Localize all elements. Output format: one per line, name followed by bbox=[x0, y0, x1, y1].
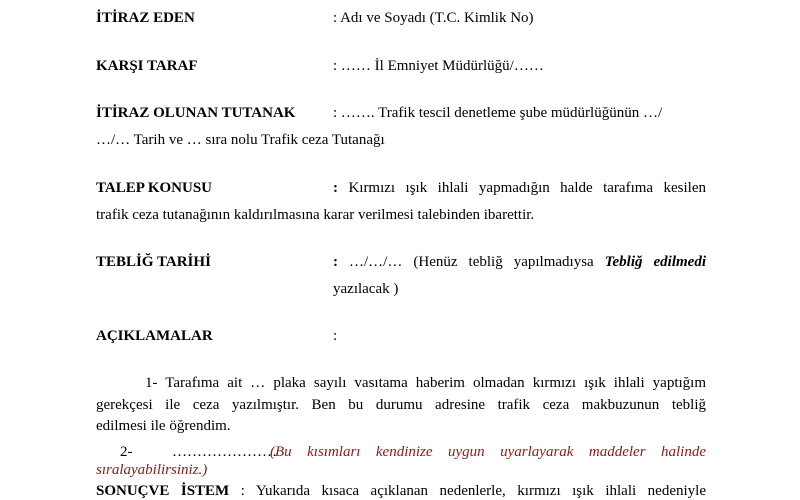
item-2-dots: ………………… bbox=[172, 444, 277, 460]
talep-value-line bbox=[333, 179, 706, 197]
aciklamalar-label: AÇIKLAMALAR bbox=[96, 328, 213, 344]
karsi-taraf-value: : …… İl Emniyet Müdürlüğü/…… bbox=[333, 58, 544, 74]
sonuc-label: SONUÇVE İSTEM bbox=[96, 483, 230, 499]
talep-value: Kırmızı ışık ihlali yapmadığın halde tarafıma kesilen bbox=[338, 180, 706, 196]
sonuc-text: : Yukarıda kısaca açıklanan nedenlerle, kırmızı ışık ihlali nedeniyle bbox=[229, 483, 706, 499]
item-2-note-cont: sıralayabilirsiniz.) bbox=[96, 462, 208, 478]
item-1-line-1: 1- Tarafıma ait … plaka sayılı vasıtama haberim olmadan kırmızı ışık ihlali yaptığım bbox=[145, 375, 706, 391]
talep-label: TALEP KONUSU bbox=[96, 180, 212, 196]
aciklamalar-colon: : bbox=[333, 328, 338, 344]
item-1-line-2: gerekçesi ile ceza yazılmıştır. Ben bu durumu adresine trafik ceza makbuzunun tebliğ bbox=[96, 397, 706, 413]
teblig-colon: : bbox=[333, 254, 338, 270]
talep-colon: : bbox=[333, 180, 338, 196]
talep-value-cont: trafik ceza tutanağının kaldırılmasına karar verilmesi talebinden ibarettir. bbox=[96, 207, 535, 223]
item-1-line-3: edilmesi ile öğrendim. bbox=[96, 418, 231, 434]
teblig-value-line bbox=[333, 253, 706, 271]
itiraz-eden-label: İTİRAZ EDEN bbox=[96, 10, 195, 26]
tutanak-label: İTİRAZ OLUNAN TUTANAK bbox=[96, 105, 296, 121]
tutanak-value-cont: …/… Tarih ve … sıra nolu Trafik ceza Tutanağı bbox=[96, 132, 385, 148]
item-2-number: 2- bbox=[120, 444, 133, 460]
teblig-value: …/…/… (Henüz tebliğ yapılmadıysa bbox=[338, 254, 605, 270]
item-2-note: (Bu kısımları kendinize uygun uyarlayarak maddeler halinde bbox=[270, 444, 706, 460]
itiraz-eden-value: : Adı ve Soyadı (T.C. Kimlik No) bbox=[333, 10, 534, 26]
karsi-taraf-label: KARŞI TARAF bbox=[96, 58, 198, 74]
teblig-emphasis: Tebliğ edilmedi bbox=[604, 254, 707, 270]
tutanak-value: : ……. Trafik tescil denetleme şube müdürlüğünün …/ bbox=[333, 105, 663, 121]
teblig-label: TEBLİĞ TARİHİ bbox=[96, 254, 211, 270]
sonuc-line bbox=[96, 482, 706, 500]
teblig-value-cont: yazılacak ) bbox=[333, 281, 399, 297]
